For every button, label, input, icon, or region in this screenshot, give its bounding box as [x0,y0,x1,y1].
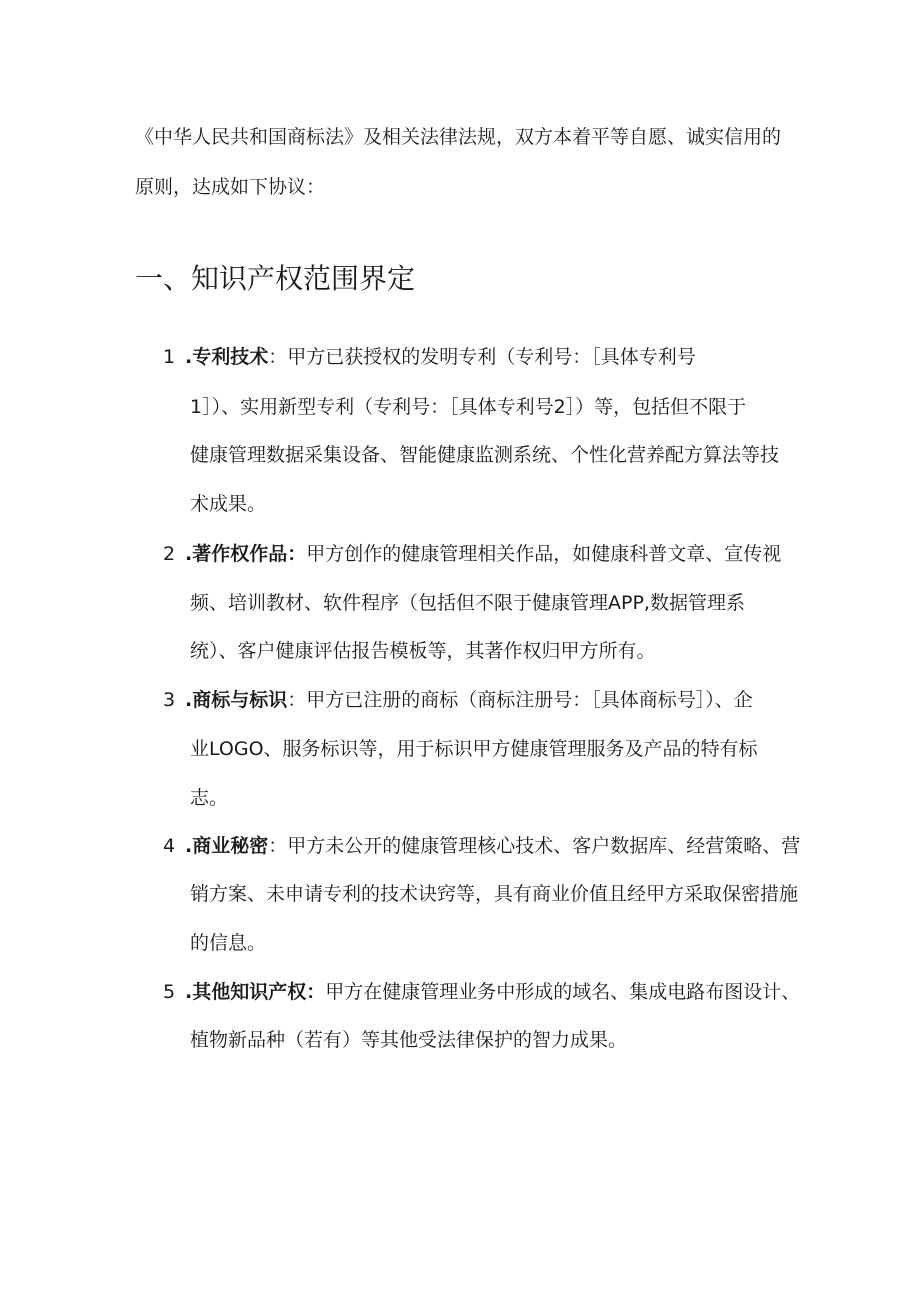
item-text: 甲方创作的健康管理相关作品，如健康科普文章、宣传视 [306,543,782,565]
item-continuation: 业LOGO、服务标识等，用于标识甲方健康管理服务及产品的特有标 [190,738,758,760]
section-heading: 一、知识产权范围界定 [135,262,416,295]
item-text: ：甲方已注册的商标（商标注册号：［具体商标号］）、企 [287,689,753,711]
item-first-line [185,834,800,858]
item-number: 3 [163,689,176,711]
item-continuation: 健康管理数据采集设备、智能健康监测系统、个性化营养配方算法等技 [190,444,780,466]
item-first-line [185,688,753,712]
item-first-line [185,980,800,1004]
item-text: ：甲方未公开的健康管理核心技术、客户数据库、经营策略、营 [268,835,801,857]
item-number: 1 [163,346,176,368]
item-title: .著作权作品： [185,543,307,565]
item-continuation: 志。 [190,787,229,809]
item-title: .商业秘密 [185,835,269,857]
item-continuation: 销方案、未申请专利的技术诀窍等，具有商业价值且经甲方采取保密措施 [190,883,799,905]
item-continuation: 1］）、实用新型专利（专利号：［具体专利号2］）等，包括但不限于 [190,396,747,418]
item-first-line [185,345,696,369]
item-number: 4 [163,835,176,857]
item-continuation: 植物新品种（若有）等其他受法律保护的智力成果。 [190,1029,628,1051]
intro-line-2: 原则，达成如下协议： [135,176,326,198]
item-text: ：甲方已获授权的发明专利（专利号：［具体专利号 [268,346,696,368]
item-first-line [185,542,781,566]
item-continuation: 频、培训教材、软件程序（包括但不限于健康管理APP,数据管理系 [190,592,745,614]
item-title: .商标与标识 [185,689,288,711]
item-continuation: 统）、客户健康评估报告模板等，其著作权归甲方所有。 [190,640,656,662]
item-number: 5 [163,981,176,1003]
item-continuation: 的信息。 [190,932,267,954]
item-number: 2 [163,543,176,565]
item-text: 甲方在健康管理业务中形成的域名、集成电路布图设计、 [325,981,801,1003]
intro-line-1: 《中华人民共和国商标法》及相关法律法规，双方本着平等自愿、诚实信用的 [135,126,782,148]
item-continuation: 术成果。 [190,493,267,515]
item-title: .其他知识产权： [185,981,326,1003]
item-title: .专利技术 [185,346,269,368]
